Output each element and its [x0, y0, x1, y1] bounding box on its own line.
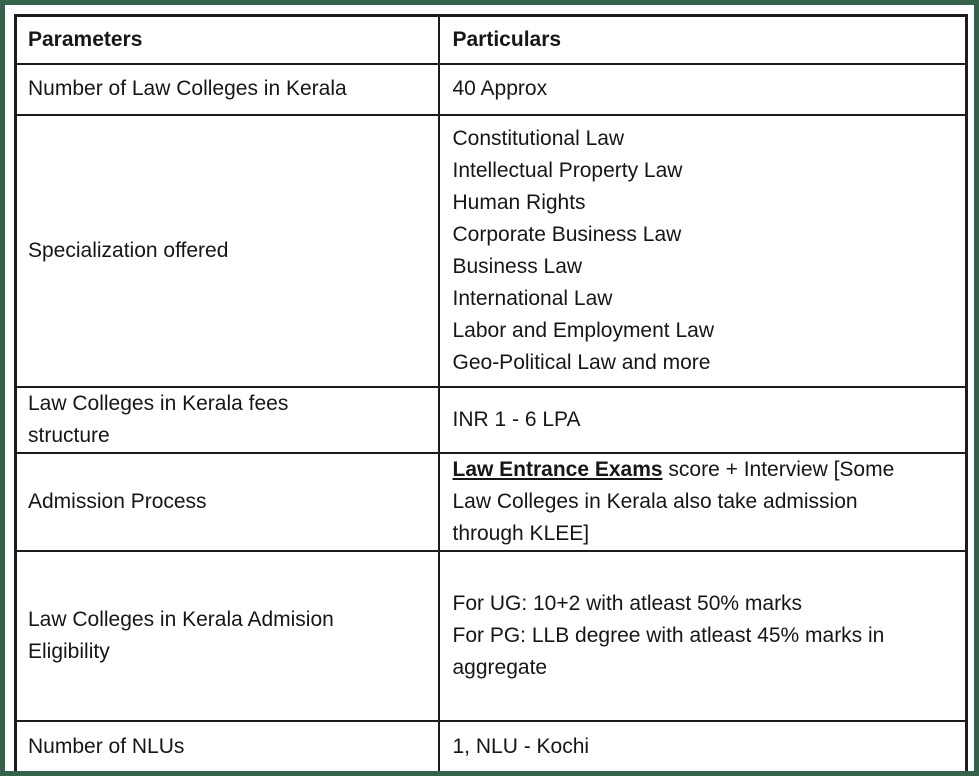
specialization-item: Business Law — [452, 254, 583, 278]
value-number-of-colleges: 40 Approx — [439, 64, 967, 115]
header-particulars: Particulars — [439, 16, 967, 64]
eligibility-pg-line: For PG: LLB degree with atleast 45% marks in aggregate — [452, 623, 885, 679]
specialization-item: Human Rights — [452, 190, 586, 214]
table-header-row — [16, 16, 967, 64]
specialization-item: Labor and Employment Law — [452, 318, 714, 342]
specialization-item: Intellectual Property Law — [452, 158, 683, 182]
value-nlus: 1, NLU - Kochi — [439, 721, 967, 774]
param-number-of-colleges: Number of Law Colleges in Kerala — [16, 64, 439, 115]
value-specialization-list — [439, 115, 967, 387]
table-row-admission-process — [16, 453, 967, 551]
table-row-nlus — [16, 721, 967, 774]
param-eligibility: Law Colleges in Kerala Admision Eligibility — [16, 551, 439, 721]
table-row-specialization — [16, 115, 967, 387]
eligibility-ug-line: For UG: 10+2 with atleast 50% marks — [452, 591, 803, 615]
specialization-item: Geo-Political Law and more — [452, 350, 711, 374]
value-eligibility — [439, 551, 967, 721]
value-fees: INR 1 - 6 LPA — [439, 387, 967, 453]
table-row-fees — [16, 387, 967, 453]
admission-process-rest-text: score + Interview [Some Law Colleges in Kerala also take admission through KLEE] — [452, 457, 895, 545]
param-specialization: Specialization offered — [16, 115, 439, 387]
specialization-item: Constitutional Law — [452, 126, 625, 150]
header-parameters: Parameters — [16, 16, 439, 64]
admission-exams-link-text: Law Entrance Exams — [452, 457, 663, 481]
param-admission-process: Admission Process — [16, 453, 439, 551]
law-colleges-kerala-table — [14, 14, 968, 775]
table-row-number-of-colleges — [16, 64, 967, 115]
param-fees: Law Colleges in Kerala fees structure — [16, 387, 439, 453]
table-row-eligibility — [16, 551, 967, 721]
specialization-item: Corporate Business Law — [452, 222, 682, 246]
specialization-item: International Law — [452, 286, 613, 310]
param-nlus: Number of NLUs — [16, 721, 439, 774]
value-admission-process — [439, 453, 967, 551]
